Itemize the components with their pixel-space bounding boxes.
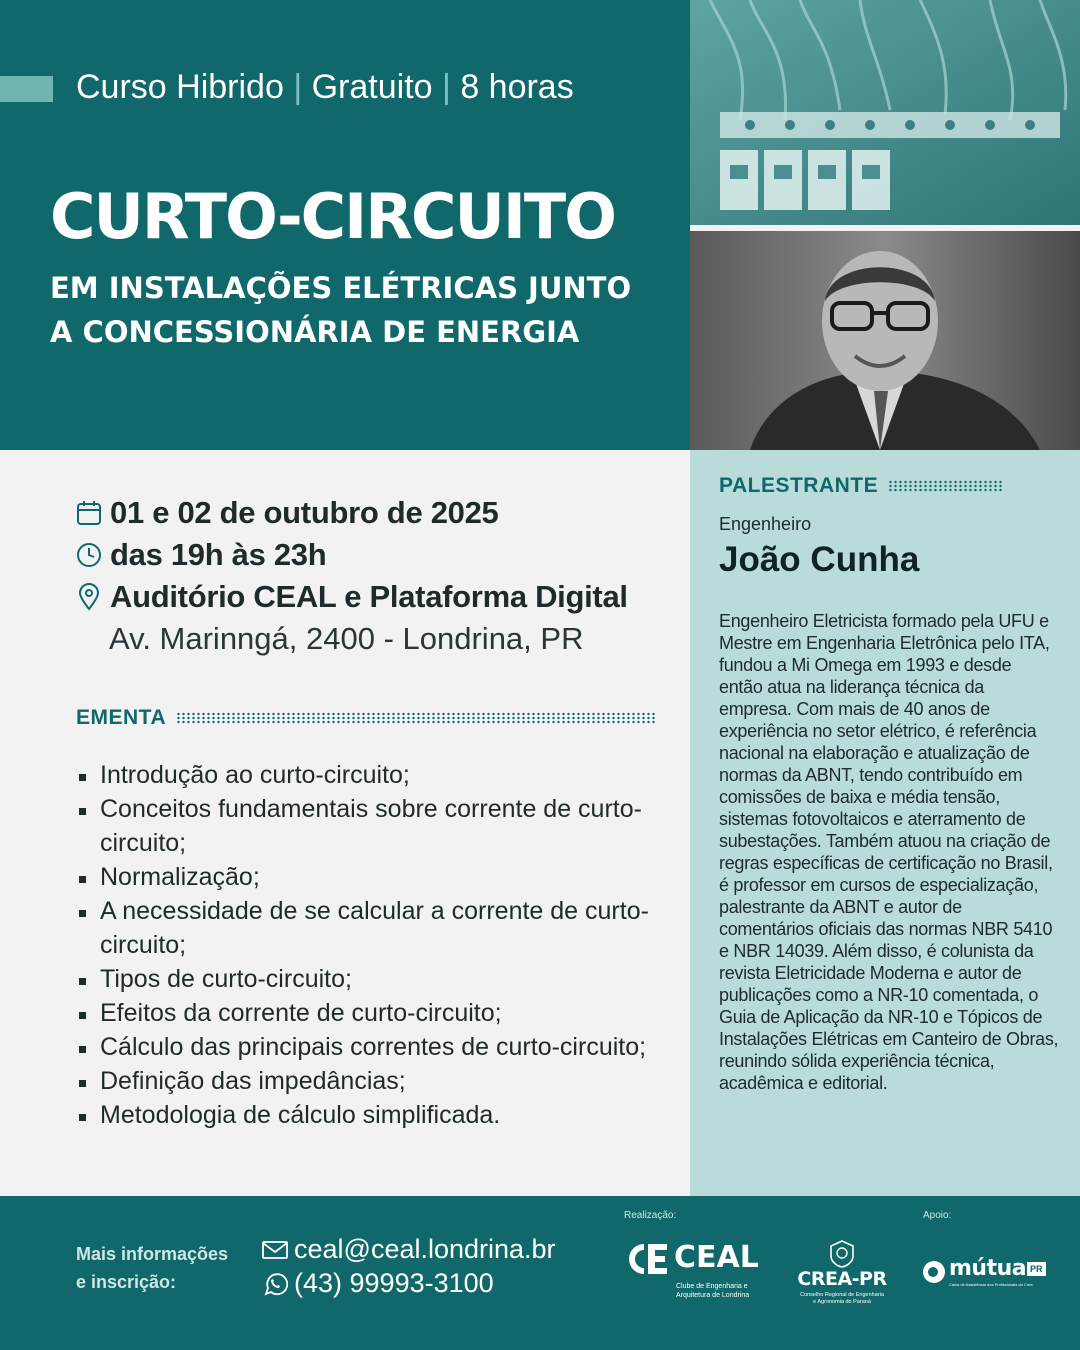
ementa-item: Normalização; xyxy=(76,860,676,894)
crea-subtitle-line: Conselho Regional de Engenharia xyxy=(800,1292,884,1298)
event-venue: Auditório CEAL e Plataforma Digital xyxy=(110,579,628,614)
ementa-list xyxy=(76,758,676,1132)
speaker-role: Engenheiro xyxy=(719,514,812,534)
ementa-item: Efeitos da corrente de curto-circuito; xyxy=(76,996,676,1030)
ementa-item: Tipos de curto-circuito; xyxy=(76,962,676,996)
more-info-line: Mais informações xyxy=(76,1244,229,1264)
dotted-divider xyxy=(176,712,656,724)
event-date-row xyxy=(76,492,628,534)
electrical-panel-photo xyxy=(690,0,1080,225)
location-pin-icon xyxy=(76,584,102,610)
event-time: das 19h às 23h xyxy=(110,537,327,572)
mutua-pr-badge: PR xyxy=(1027,1262,1046,1276)
event-venue-row xyxy=(76,576,628,618)
event-date: 01 e 02 de outubro de 2025 xyxy=(110,495,499,530)
clock-icon xyxy=(76,542,102,568)
speaker-panel xyxy=(690,450,1080,1196)
electrical-panel-illustration xyxy=(690,0,1080,225)
phone-contact[interactable] xyxy=(262,1268,494,1299)
event-info xyxy=(76,492,628,660)
crea-wordmark: CREA-PR xyxy=(797,1268,887,1290)
course-tagline xyxy=(76,68,574,107)
crea-seal-icon xyxy=(829,1240,855,1268)
mutua-logo xyxy=(922,1258,1052,1288)
ementa-heading xyxy=(76,706,656,730)
crea-subtitle-line: e Agronomia do Paraná xyxy=(813,1299,871,1305)
speaker-bio: Engenheiro Eletricista formado pela UFU e Mestre em Engenharia Eletrônica pelo ITA, fundou a Mi Omega em 1993 e desde então atua na liderança técnica da empresa. Com mais de 40 anos de experiência no setor elétrico, é referência nacional na elaboração e atualização de normas da ABNT, tendo contribuído em comissões de baixa e média tensão, sistemas fotovoltaicos e aterramento de subestações. Também atuou na criação de regras específicas de certificação no Brasil, é professor em cursos de especialização, palestrante da ABNT e autor de comentários oficiais das normas NBR 5410 e NBR 14039. Além disso, é colunista da revista Eletricidade Moderna e autor de publicações como a NR-10 comentada, o Guia de Aplicação da NR-10 e Tópicos de Instalações Elétricas em Canteiro de Obras, reunindo sólida experiência técnica, acadêmica e editorial. xyxy=(719,611,1059,1093)
whatsapp-icon xyxy=(262,1271,288,1297)
mutua-subtitle: Caixa de Assistência dos Profissionais do Crea xyxy=(949,1282,1033,1287)
mutua-mark-icon xyxy=(922,1260,946,1284)
course-title: CURTO-CIRCUITO xyxy=(50,180,615,253)
ceal-mark-icon xyxy=(624,1242,668,1276)
speaker-label: PALESTRANTE xyxy=(719,474,879,497)
email-link[interactable]: ceal@ceal.londrina.br xyxy=(294,1234,556,1264)
ementa-item: Metodologia de cálculo simplificada. xyxy=(76,1098,676,1132)
subtitle-line: EM INSTALAÇÕES ELÉTRICAS JUNTO xyxy=(50,271,632,305)
more-info-line: e inscrição: xyxy=(76,1272,177,1292)
apoio-label: Apoio: xyxy=(923,1210,952,1221)
ementa-item: Definição das impedâncias; xyxy=(76,1064,676,1098)
header-banner xyxy=(0,0,690,450)
ementa-label: EMENTA xyxy=(76,706,167,729)
email-contact[interactable] xyxy=(262,1234,556,1265)
ceal-logo xyxy=(624,1240,759,1302)
tagline-duration: 8 horas xyxy=(460,68,574,106)
event-time-row xyxy=(76,534,628,576)
tagline-separator: | xyxy=(293,68,303,106)
ementa-item: Conceitos fundamentais sobre corrente de curto-circuito; xyxy=(76,792,676,860)
mutua-wordmark: mútua xyxy=(949,1256,1027,1281)
envelope-icon xyxy=(262,1237,288,1263)
tagline-format: Curso Hibrido xyxy=(76,68,284,106)
tagline-separator: | xyxy=(442,68,451,106)
more-info-label xyxy=(76,1240,228,1296)
speaker-portrait-illustration xyxy=(690,231,1080,450)
dotted-divider xyxy=(888,480,1004,492)
ementa-item: Introdução ao curto-circuito; xyxy=(76,758,676,792)
crea-subtitle xyxy=(790,1292,894,1306)
subtitle-line: A CONCESSIONÁRIA DE ENERGIA xyxy=(50,315,580,349)
crea-pr-logo xyxy=(790,1240,894,1306)
tagline-price: Gratuito xyxy=(311,68,433,106)
ementa-item: A necessidade de se calcular a corrente de curto-circuito; xyxy=(76,894,676,962)
ementa-item: Cálculo das principais correntes de curto-circuito; xyxy=(76,1030,676,1064)
course-subtitle xyxy=(50,266,631,354)
speaker-heading xyxy=(719,474,1004,498)
speaker-photo xyxy=(690,231,1080,450)
speaker-name: João Cunha xyxy=(719,540,920,579)
ceal-wordmark: CEAL xyxy=(674,1240,759,1275)
event-address: Av. Marinngá, 2400 - Londrina, PR xyxy=(109,621,584,656)
ceal-subtitle xyxy=(676,1282,749,1300)
realizacao-label: Realização: xyxy=(624,1210,677,1221)
footer xyxy=(0,1196,1080,1350)
ceal-subtitle-line: Clube de Engenharia e xyxy=(676,1283,748,1290)
calendar-icon xyxy=(76,500,102,526)
tagline-accent-bar xyxy=(0,76,53,102)
phone-link[interactable]: (43) 99993-3100 xyxy=(294,1268,494,1298)
ceal-subtitle-line: Arquitetura de Londrina xyxy=(676,1292,750,1299)
